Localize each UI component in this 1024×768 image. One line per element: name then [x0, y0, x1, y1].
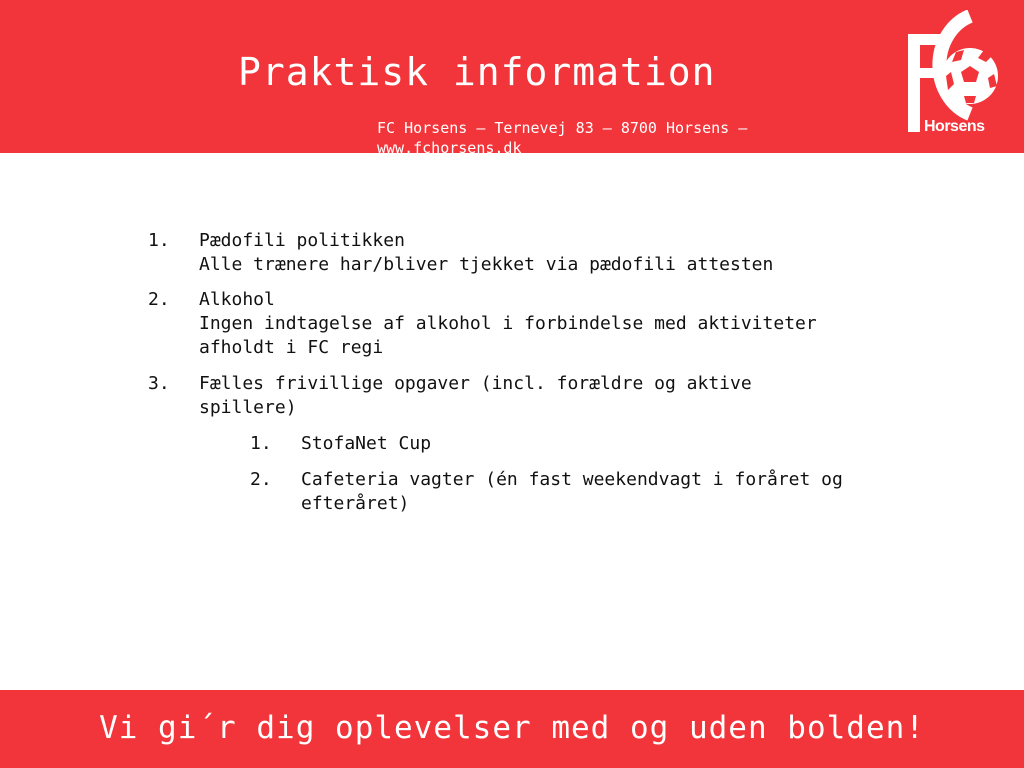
- list-text: Ingen indtagelse af alkohol i forbindelse med aktiviteter: [199, 313, 817, 334]
- list-text: StofaNet Cup: [301, 433, 432, 454]
- list-number: 1.: [148, 230, 170, 251]
- list-text: Pædofili politikken: [199, 230, 405, 251]
- list-text: Fælles frivillige opgaver (incl. forældre og aktive: [199, 373, 752, 394]
- logo-wordmark: Horsens: [924, 118, 985, 135]
- list-text: afholdt i FC regi: [199, 337, 384, 358]
- club-address: FC Horsens – Ternevej 83 – 8700 Horsens – www.fchorsens.dk: [377, 119, 748, 157]
- list-number: 2.: [148, 289, 170, 310]
- page-title: Praktisk information: [238, 50, 716, 94]
- list-number: 3.: [148, 373, 170, 394]
- list-text: Alle trænere har/bliver tjekket via pædofili attesten: [199, 254, 774, 275]
- list-text: Cafeteria vagter (én fast weekendvagt i foråret og: [301, 469, 843, 490]
- list-text: efteråret): [301, 493, 410, 514]
- list-text: spillere): [199, 397, 297, 418]
- footer-slogan: Vi gi´r dig oplevelser med og uden bolden!: [99, 710, 925, 746]
- list-text: Alkohol: [199, 289, 275, 310]
- list-number: 1.: [250, 433, 272, 454]
- list-number: 2.: [250, 469, 272, 490]
